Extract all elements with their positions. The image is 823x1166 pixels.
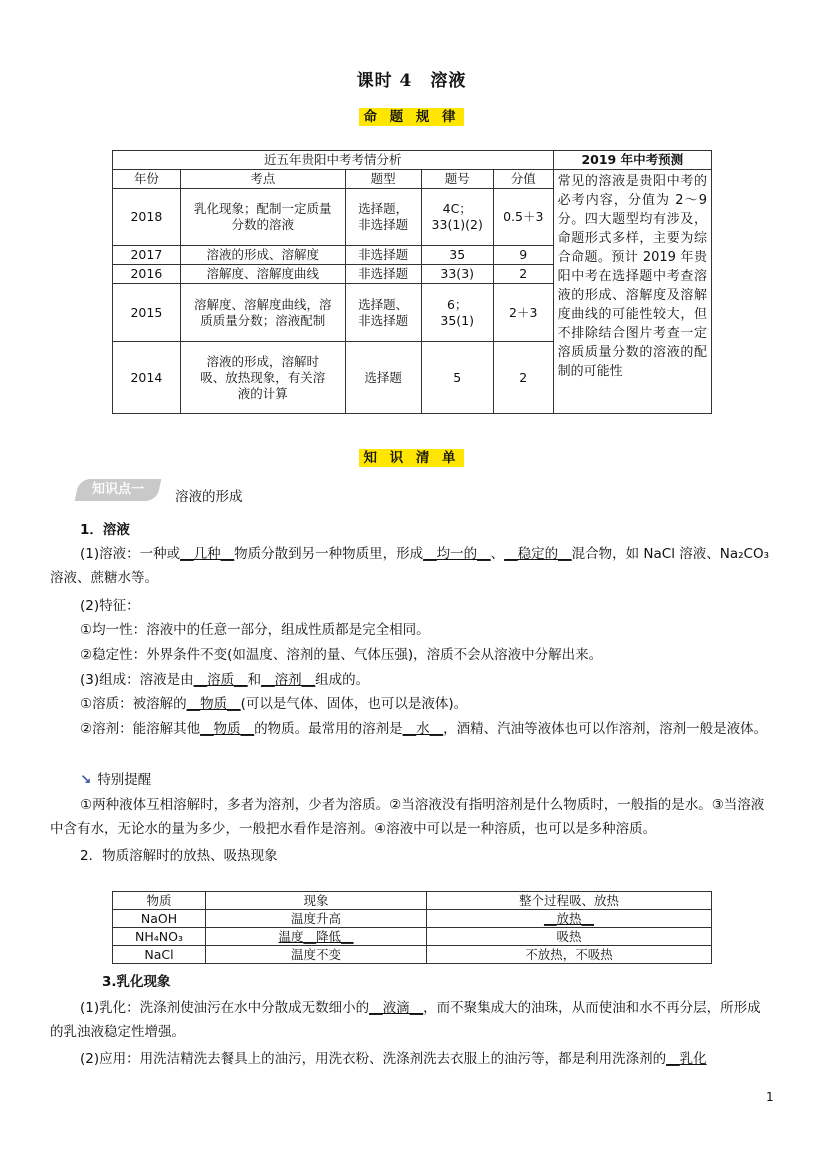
cell-type: 非选择题 [345,246,421,265]
text: 组成的。 [315,672,370,688]
section-heading-rules [0,105,823,125]
cell-year: 2014 [113,342,181,414]
cell-num: 6；35(1) [421,284,493,342]
prediction-text: 常见的溶液是贵阳中考的必考内容，分值为 2～9 分。四大题型均有涉及，命题形式多样，主要为综合命题。预计 2019 年贵阳中考在选择题中考查溶液的形成、溶解度及溶解度曲线的可能性较大，但不排除结合图片考查一定溶质质量分数的溶液的配制的可能性 [553,170,711,414]
answer-blank: __溶剂__ [261,672,316,688]
text: ，而不聚集成大的油珠，从而使油和水不再分层，所形成的乳浊液稳定性增强。 [50,1000,761,1040]
page-number: 1 [766,1090,774,1104]
heading-3: 3.乳化现象 [102,974,171,990]
cell-year: 2018 [113,189,181,246]
cell-phenomenon: 温度__降低__ [206,928,427,946]
cell-num: 4C；33(1)(2) [421,189,493,246]
paragraph-solute [50,692,774,716]
cell-substance: NH₄NO₃ [113,928,206,946]
text: 物质分散到另一种物质里，形成 [234,546,424,562]
text: 和 [247,672,262,688]
cell-type: 非选择题 [345,265,421,284]
paragraph-composition [50,668,774,692]
paragraph-features: (2)特征： [80,598,140,614]
text: ①溶质：被溶解的 [80,696,187,712]
text: 、 [490,546,505,562]
text: 混合物，如 NaCl 溶液、Na₂CO₃ 溶液、蔗糖水等。 [50,546,770,586]
table-group-header: 近五年贵阳中考考情分析 [113,151,554,170]
text: (1)乳化：洗涤剂使油污在水中分散成无数细小的 [80,1000,370,1016]
text: (可以是气体、固体，也可以是液体)。 [240,696,468,712]
cell-score: 0.5＋3 [493,189,553,246]
cell-year: 2016 [113,265,181,284]
paragraph-definition [50,542,774,590]
text: (3)组成：溶液是由 [80,672,194,688]
cell-score: 9 [493,246,553,265]
answer-blank: __均一的__ [423,546,491,562]
paragraph-emulsification [50,996,774,1044]
tip-text: ①两种液体互相溶解时，多者为溶剂，少者为溶质。②当溶液没有指明溶剂是什么物质时，一般指的是水。③当溶液中含有水，无论水的量为多少，一般把水看作是溶剂。④溶液中可以是一种溶质，也可以是多种溶质。 [50,797,765,837]
cell-point: 溶液的形成，溶解时吸、放热现象，有关溶液的计算 [180,342,345,414]
heading-2: 2．物质溶解时的放热、吸热现象 [80,848,278,864]
cell-type: 选择题、非选择题 [345,284,421,342]
cell-point: 溶解度、溶解度曲线 [180,265,345,284]
col-header: 题型 [345,170,421,189]
cell-num: 5 [421,342,493,414]
tip-heading [80,768,804,792]
cell-type: 选择题，非选择题 [345,189,421,246]
paragraph-stability: ②稳定性：外界条件不变(如温度、溶剂的量、气体压强)，溶质不会从溶液中分解出来。 [80,647,603,663]
answer-blank: __乳化 [666,1051,707,1067]
col-header: 物质 [113,892,206,910]
text: (2)应用：用洗洁精洗去餐具上的油污，用洗衣粉、洗涤剂洗去衣服上的油污等，都是利用洗涤剂的 [80,1051,667,1067]
table-row [113,910,712,928]
table-row [113,946,712,964]
answer-blank: __物质__ [200,721,255,737]
col-header: 整个过程吸、放热 [427,892,712,910]
table-row [113,928,712,946]
cell-phenomenon: 温度不变 [206,946,427,964]
cell-substance: NaOH [113,910,206,928]
cell-point: 溶解度、溶解度曲线，溶质质量分数；溶液配制 [180,284,345,342]
heading-1: 1．溶液 [80,522,130,538]
paragraph-application [50,1047,774,1071]
answer-blank: __液滴__ [369,1000,424,1016]
text: (1)溶液：一种或 [80,546,181,562]
text: 的物质。最常用的溶剂是 [254,721,403,737]
cell-score: 2 [493,265,553,284]
knowledge-point-tag-label: 知识点一 [91,482,144,497]
knowledge-point-title: 溶液的形成 [175,489,243,505]
page-title: 课时 4 溶液 [356,71,467,91]
cell-score: 2＋3 [493,284,553,342]
section-label: 命 题 规 律 [359,108,463,126]
section-label: 知 识 清 单 [359,449,463,467]
answer-blank: __水__ [402,721,444,737]
cell-heat: __放热__ [427,910,712,928]
cell-phenomenon: 温度升高 [206,910,427,928]
section-heading-knowledge [0,446,823,466]
heat-table [112,891,712,964]
knowledge-point-tag [75,479,162,501]
answer-blank: __稳定的__ [504,546,572,562]
cell-year: 2017 [113,246,181,265]
answer-blank: __物质__ [186,696,241,712]
cell-score: 2 [493,342,553,414]
answer-blank: __几种__ [180,546,235,562]
exam-analysis-table [112,150,712,414]
arrow-down-right-icon: ↘ [80,772,92,788]
text: ，酒精、汽油等液体也可以作溶剂，溶剂一般是液体。 [443,721,768,737]
cell-num: 33(3) [421,265,493,284]
answer-blank: __溶质__ [193,672,248,688]
cell-year: 2015 [113,284,181,342]
col-header: 分值 [493,170,553,189]
paragraph-solvent [50,717,774,741]
col-header: 考点 [180,170,345,189]
cell-heat: 不放热，不吸热 [427,946,712,964]
col-header: 现象 [206,892,427,910]
cell-point: 乳化现象；配制一定质量分数的溶液 [180,189,345,246]
col-header: 年份 [113,170,181,189]
text: ②溶剂：能溶解其他 [80,721,201,737]
cell-point: 溶液的形成、溶解度 [180,246,345,265]
cell-substance: NaCl [113,946,206,964]
cell-num: 35 [421,246,493,265]
cell-heat: 吸热 [427,928,712,946]
tip-label: 特别提醒 [97,772,152,788]
cell-type: 选择题 [345,342,421,414]
col-header: 题号 [421,170,493,189]
paragraph-uniformity: ①均一性：溶液中的任意一部分，组成性质都是完全相同。 [80,622,430,638]
prediction-header: 2019 年中考预测 [553,151,711,170]
